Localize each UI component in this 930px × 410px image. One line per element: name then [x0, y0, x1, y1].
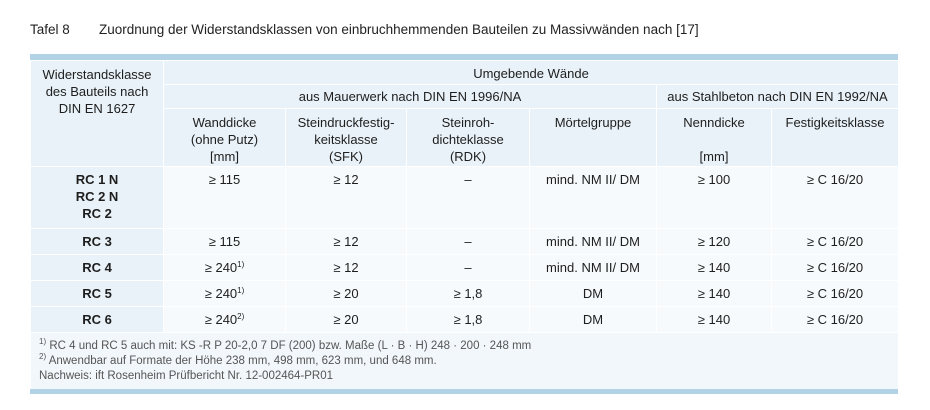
- table-row: [31, 255, 899, 281]
- resistance-class-table: [30, 60, 899, 392]
- table-row: [31, 167, 899, 229]
- wall-thickness-cell: ≥ $240^{2)}$: [164, 307, 286, 333]
- strength-class-cell: ≥ C 16/20: [772, 307, 899, 333]
- sfk-cell: ≥ 12: [286, 229, 407, 255]
- rc-cell: RC 1 N RC 2 N RC 2: [31, 167, 164, 229]
- header-wall-thickness: Wanddicke (ohne Putz) [mm]: [164, 109, 286, 167]
- header-resistance-class: [31, 61, 164, 167]
- footnote-2: $^{2)}$ Anwendbar auf Formate der Höhe 238 mm, 498 mm, 623 mm, und 648 mm.: [39, 352, 437, 367]
- source-note: Nachweis: ift Rosenheim Prüfbericht Nr. 12-002464-PR01: [39, 370, 334, 382]
- sfk-cell: ≥ 20: [286, 307, 407, 333]
- nominal-thickness-cell: ≥ 140: [657, 255, 772, 281]
- mortar-cell: DM: [530, 281, 657, 307]
- rc-cell: RC 3: [31, 229, 164, 255]
- rdk-cell: –: [407, 229, 530, 255]
- strength-class-cell: ≥ C 16/20: [772, 167, 899, 229]
- header-surrounding-walls: Umgebende Wände: [164, 61, 899, 85]
- header-rc-line-2: des Bauteils nach: [45, 84, 149, 99]
- table-row: [31, 229, 899, 255]
- header-concrete: aus Stahlbeton nach DIN EN 1992/NA: [657, 85, 899, 109]
- nominal-thickness-cell: ≥ 100: [657, 167, 772, 229]
- nominal-thickness-cell: ≥ 120: [657, 229, 772, 255]
- strength-class-cell: ≥ C 16/20: [772, 281, 899, 307]
- header-mortar-group: Mörtelgruppe: [530, 109, 657, 167]
- table-title: Zuordnung der Widerstandsklassen von einbruchhemmenden Bauteilen zu Massivwänden nach [17]: [99, 22, 699, 37]
- header-density-class: Steinroh- dichteklasse (RDK): [407, 109, 530, 167]
- table-footnotes: [31, 333, 899, 392]
- header-rc-line-1: Widerstandsklasse: [42, 67, 152, 82]
- wall-thickness-cell: ≥ $240^{1)}$: [164, 255, 286, 281]
- strength-class-cell: ≥ C 16/20: [772, 255, 899, 281]
- rdk-cell: –: [407, 255, 530, 281]
- sfk-cell: ≥ 12: [286, 255, 407, 281]
- sfk-cell: ≥ 20: [286, 281, 407, 307]
- rdk-cell: ≥ 1,8: [407, 307, 530, 333]
- wall-thickness-cell: ≥ $240^{1)}$: [164, 281, 286, 307]
- table-row: [31, 307, 899, 333]
- strength-class-cell: ≥ C 16/20: [772, 229, 899, 255]
- sfk-cell: ≥ 12: [286, 167, 407, 229]
- mortar-cell: mind. NM II/ DM: [530, 167, 657, 229]
- rc-cell: RC 5: [31, 281, 164, 307]
- header-strength-class: Festigkeitsklasse: [772, 109, 899, 167]
- mortar-cell: DM: [530, 307, 657, 333]
- rc-cell: RC 6: [31, 307, 164, 333]
- header-masonry: aus Mauerwerk nach DIN EN 1996/NA: [164, 85, 657, 109]
- bottom-accent-bar: [30, 389, 898, 394]
- table-number: Tafel 8: [30, 22, 70, 37]
- header-rc-line-3: DIN EN 1627: [58, 101, 136, 116]
- rdk-cell: –: [407, 167, 530, 229]
- mortar-cell: mind. NM II/ DM: [530, 229, 657, 255]
- header-compressive-strength-class: Steindruckfestig- keitsklasse (SFK): [286, 109, 407, 167]
- rdk-cell: ≥ 1,8: [407, 281, 530, 307]
- nominal-thickness-cell: ≥ 140: [657, 281, 772, 307]
- mortar-cell: mind. NM II/ DM: [530, 255, 657, 281]
- table-row: [31, 281, 899, 307]
- table-caption: [30, 22, 699, 37]
- rc-cell: RC 4: [31, 255, 164, 281]
- footnote-1: $^{1)}$ RC 4 und RC 5 auch mit: KS -R P 20-2,0 7 DF (200) bzw. Maße (L · B · H) 248 · 200 · 248 mm: [39, 337, 532, 352]
- nominal-thickness-cell: ≥ 140: [657, 307, 772, 333]
- header-nominal-thickness: Nenndicke [mm]: [657, 109, 772, 167]
- wall-thickness-cell: ≥ 115: [164, 167, 286, 229]
- wall-thickness-cell: ≥ 115: [164, 229, 286, 255]
